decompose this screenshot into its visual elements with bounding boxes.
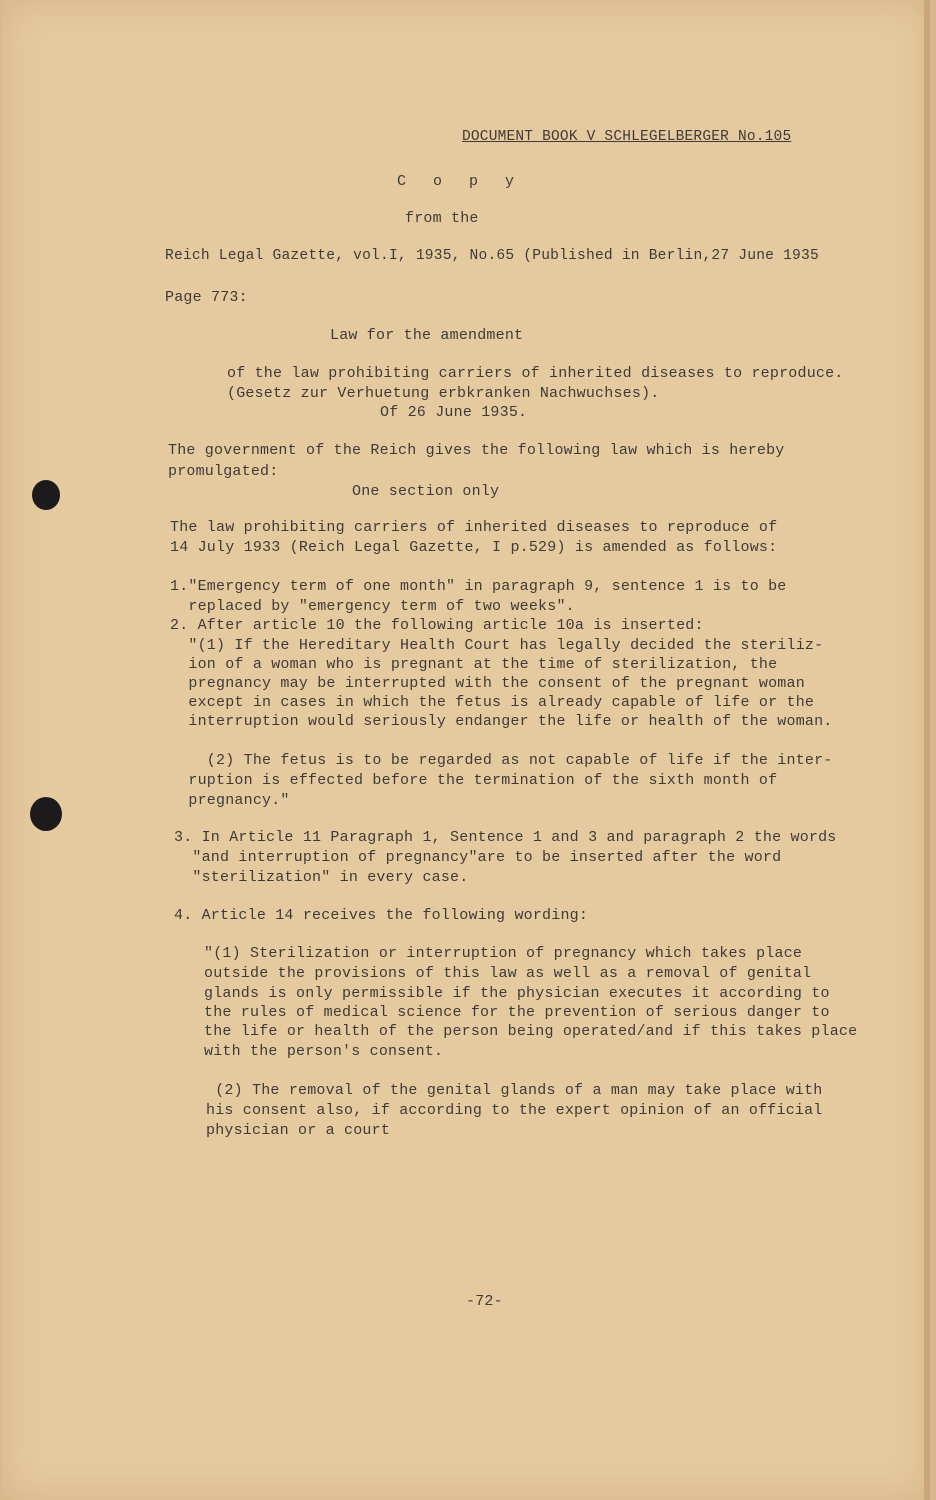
intro-line-2: promulgated: <box>168 463 279 480</box>
item-3-line-1: 3. In Article 11 Paragraph 1, Sentence 1 and 3 and paragraph 2 the words <box>174 829 837 846</box>
item-4-para-1-line-1: "(1) Sterilization or interruption of pregnancy which takes place <box>204 945 803 962</box>
item-2-line-5: except in cases in which the fetus is already capable of life or the <box>170 694 815 711</box>
item-4-heading: 4. Article 14 receives the following wording: <box>174 907 589 924</box>
intro-line-1: The government of the Reich gives the following law which is hereby <box>168 442 785 459</box>
item-2-para-2-line-3: pregnancy." <box>170 792 290 809</box>
item-4-para-1-line-2: outside the provisions of this law as well as a removal of genital <box>204 965 812 982</box>
item-4-para-2-line-2: his consent also, if according to the expert opinion of an official <box>206 1102 823 1119</box>
item-2-para-2-line-1: (2) The fetus is to be regarded as not capable of life if the inter- <box>170 752 833 769</box>
copy-label: C o p y <box>397 173 524 190</box>
page-number: -72- <box>466 1293 503 1310</box>
item-2-para-2-line-2: ruption is effected before the termination of the sixth month of <box>170 772 778 789</box>
item-2-line-6: interruption would seriously endanger the life or health of the woman. <box>170 713 833 730</box>
amend-intro-line-2: 14 July 1933 (Reich Legal Gazette, I p.529) is amended as follows: <box>170 539 778 556</box>
item-4-para-1-line-3: glands is only permissible if the physician executes it according to <box>204 985 830 1002</box>
item-4-para-2-line-3: physician or a court <box>206 1122 391 1139</box>
item-3-line-3: "sterilization" in every case. <box>174 869 469 886</box>
item-2-line-1: 2. After article 10 the following article 10a is inserted: <box>170 617 704 634</box>
document-book-header: DOCUMENT BOOK V SCHLEGELBERGER No.105 <box>462 129 792 145</box>
item-2-line-3: ion of a woman who is pregnant at the time of sterilization, the <box>170 656 778 673</box>
law-date: Of 26 June 1935. <box>380 404 528 421</box>
item-4-para-2-line-1: (2) The removal of the genital glands of a man may take place with <box>206 1082 823 1099</box>
item-2-line-2: "(1) If the Hereditary Health Court has legally decided the steriliz- <box>170 637 824 654</box>
law-title: Law for the amendment <box>330 327 524 344</box>
item-4-para-1-line-4: the rules of medical science for the prevention of serious danger to <box>204 1004 830 1021</box>
item-4-para-1-line-6: with the person's consent. <box>204 1043 444 1060</box>
law-subtitle-line-1: of the law prohibiting carriers of inherited diseases to reproduce. <box>227 365 844 382</box>
punch-hole-top <box>32 480 60 510</box>
document-page <box>2 0 930 1500</box>
law-subtitle-line-2: (Gesetz zur Verhuetung erbkranken Nachwuchses). <box>227 385 660 402</box>
item-2-line-4: pregnancy may be interrupted with the consent of the pregnant woman <box>170 675 805 692</box>
page-edge <box>924 0 930 1500</box>
from-the-label: from the <box>405 210 479 227</box>
item-1-line-2: replaced by "emergency term of two weeks". <box>170 598 575 615</box>
item-4-para-1-line-5: the life or health of the person being operated/and if this takes place <box>204 1023 858 1040</box>
section-heading: One section only <box>352 483 500 500</box>
gazette-citation: Reich Legal Gazette, vol.I, 1935, No.65 (Published in Berlin,27 June 1935 <box>165 248 819 264</box>
item-3-line-2: "and interruption of pregnancy"are to be inserted after the word <box>174 849 782 866</box>
page-reference: Page 773: <box>165 289 248 306</box>
item-1-line-1: 1."Emergency term of one month" in paragraph 9, sentence 1 is to be <box>170 578 787 595</box>
amend-intro-line-1: The law prohibiting carriers of inherited diseases to reproduce of <box>170 519 778 536</box>
punch-hole-bottom <box>30 797 62 831</box>
